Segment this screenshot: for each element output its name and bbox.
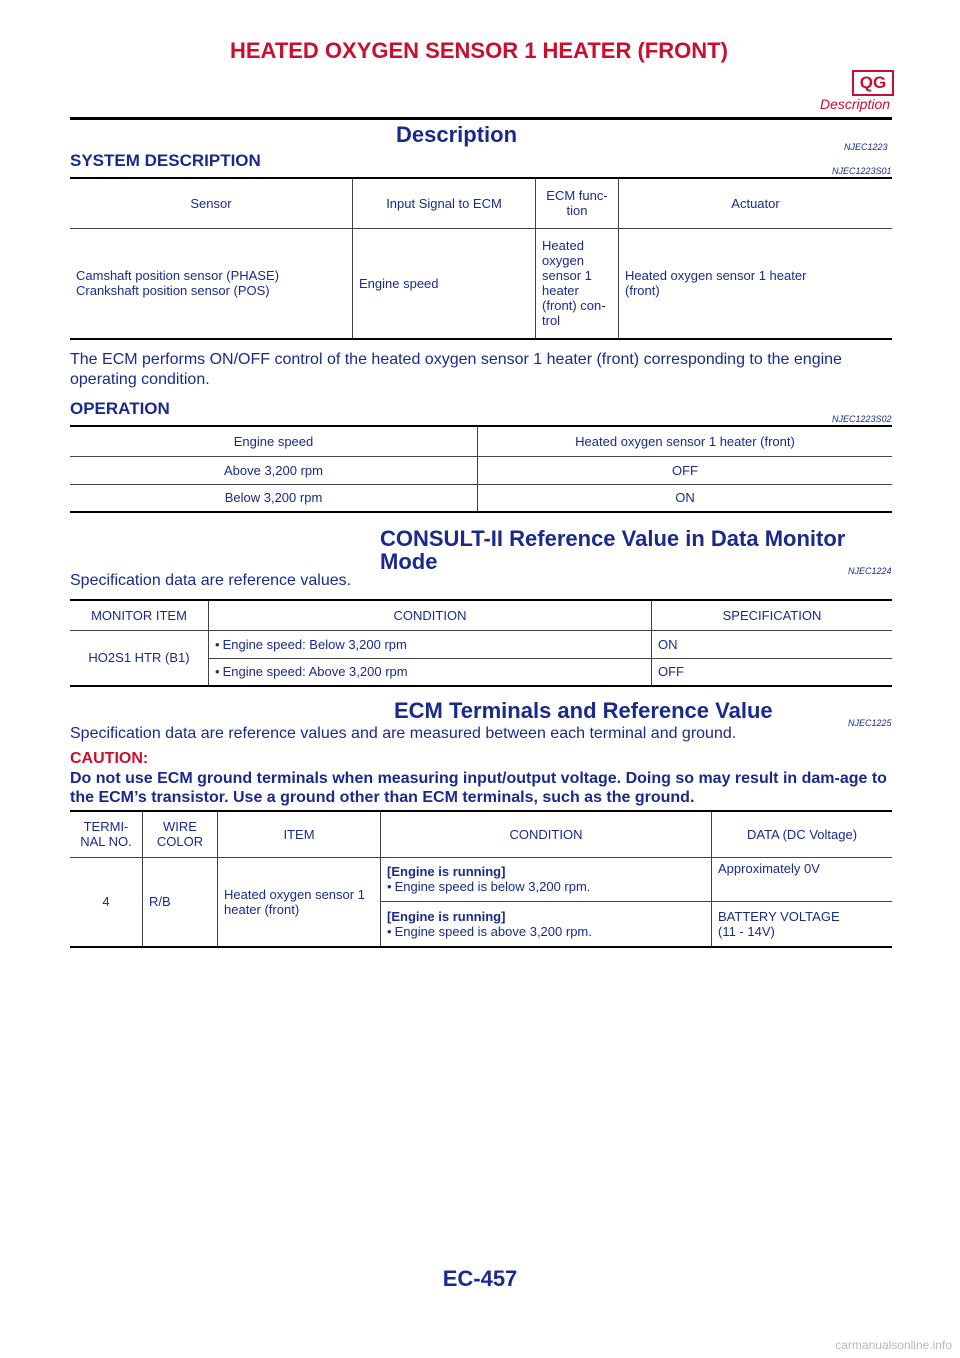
system-description-heading: SYSTEM DESCRIPTION xyxy=(70,151,261,170)
page-header-title: HEATED OXYGEN SENSOR 1 HEATER (FRONT) xyxy=(230,38,728,63)
col-specification: SPECIFICATION xyxy=(652,600,893,630)
col-ecm-function: ECM func- tion xyxy=(536,178,619,228)
col-data: DATA (DC Voltage) xyxy=(712,811,893,857)
consult-heading-line2: Mode xyxy=(380,549,438,574)
col-wire-color: WIRE COLOR xyxy=(143,811,218,857)
watermark: carmanualsonline.info xyxy=(835,1338,952,1352)
col-engine-speed: Engine speed xyxy=(70,426,478,456)
cell-specification: ON xyxy=(652,630,893,658)
col-actuator: Actuator xyxy=(619,178,893,228)
cell-condition xyxy=(381,901,712,947)
consult-table xyxy=(70,599,892,687)
consult-note: Specification data are reference values. xyxy=(70,572,352,589)
system-description-code: NJEC1223S01 xyxy=(832,166,892,176)
cell-condition xyxy=(381,857,712,901)
cell-monitor-item: HO2S1 HTR (B1) xyxy=(70,630,209,686)
table-row xyxy=(70,456,892,484)
section-badge: QG xyxy=(852,70,894,96)
ecm-heading: ECM Terminals and Reference Value xyxy=(394,698,773,723)
cell-wire-color: R/B xyxy=(143,857,218,947)
caution-text: Do not use ECM ground terminals when measuring input/output voltage. Doing so may result in dam-age to the ECM’s transistor. Use a ground other than ECM terminals, such as the ground. xyxy=(70,770,887,806)
col-sensor: Sensor xyxy=(70,178,353,228)
condition-heading: [Engine is running] xyxy=(387,908,506,924)
consult-heading-line1: CONSULT-II Reference Value in Data Monitor xyxy=(380,526,846,551)
ecm-note: Specification data are reference values and are measured between each terminal and ground. xyxy=(70,725,737,742)
ecm-code: NJEC1225 xyxy=(848,718,892,728)
consult-code: NJEC1224 xyxy=(848,566,892,576)
page-header-subtitle: Description xyxy=(820,96,891,112)
col-monitor-item: MONITOR ITEM xyxy=(70,600,209,630)
col-input-signal: Input Signal to ECM xyxy=(353,178,536,228)
cell-sensor: Camshaft position sensor (PHASE) Crankshaft position sensor (POS) xyxy=(70,228,353,339)
system-description-table xyxy=(70,177,892,340)
cell-item: Heated oxygen sensor 1 heater (front) xyxy=(218,857,381,947)
condition-text: • Engine speed: Above 3,200 rpm xyxy=(215,664,408,679)
cell-heater-state: ON xyxy=(478,484,893,512)
cell-heater-state: OFF xyxy=(478,456,893,484)
header-divider xyxy=(70,117,892,120)
condition-text: • Engine speed is above 3,200 rpm. xyxy=(387,924,705,939)
operation-code: NJEC1223S02 xyxy=(832,414,892,424)
ecm-terminals-table xyxy=(70,810,892,948)
operation-table xyxy=(70,425,892,513)
cell-data: Approximately 0V xyxy=(712,857,893,901)
description-code: NJEC1223 xyxy=(844,142,888,152)
table-row xyxy=(70,484,892,512)
cell-engine-speed: Above 3,200 rpm xyxy=(70,456,478,484)
col-terminal-no: TERMI- NAL NO. xyxy=(70,811,143,857)
col-condition: CONDITION xyxy=(381,811,712,857)
condition-text: • Engine speed: Below 3,200 rpm xyxy=(215,637,407,652)
col-item: ITEM xyxy=(218,811,381,857)
description-heading: Description xyxy=(396,122,518,147)
cell-ecm-function: Heated oxygen sensor 1 heater (front) con- trol xyxy=(536,228,619,339)
condition-heading: [Engine is running] xyxy=(387,864,506,879)
page-number: EC-457 xyxy=(442,1266,518,1291)
cell-data: BATTERY VOLTAGE (11 - 14V) xyxy=(712,901,893,947)
col-heater-state: Heated oxygen sensor 1 heater (front) xyxy=(478,426,893,456)
cell-actuator: Heated oxygen sensor 1 heater (front) xyxy=(619,228,893,339)
table-row xyxy=(70,630,892,658)
col-condition: CONDITION xyxy=(209,600,652,630)
condition-text: • Engine speed is below 3,200 rpm. xyxy=(387,879,705,894)
cell-engine-speed: Below 3,200 rpm xyxy=(70,484,478,512)
cell-terminal-no: 4 xyxy=(70,857,143,947)
caution-label: CAUTION: xyxy=(70,750,149,767)
cell-specification: OFF xyxy=(652,658,893,686)
cell-input-signal: Engine speed xyxy=(353,228,536,339)
cell-condition xyxy=(209,630,652,658)
cell-condition xyxy=(209,658,652,686)
operation-heading: OPERATION xyxy=(70,399,170,418)
table-row xyxy=(70,857,892,901)
system-description-paragraph: The ECM performs ON/OFF control of the heated oxygen sensor 1 heater (front) corresponding to the engine operating condition. xyxy=(70,351,842,388)
